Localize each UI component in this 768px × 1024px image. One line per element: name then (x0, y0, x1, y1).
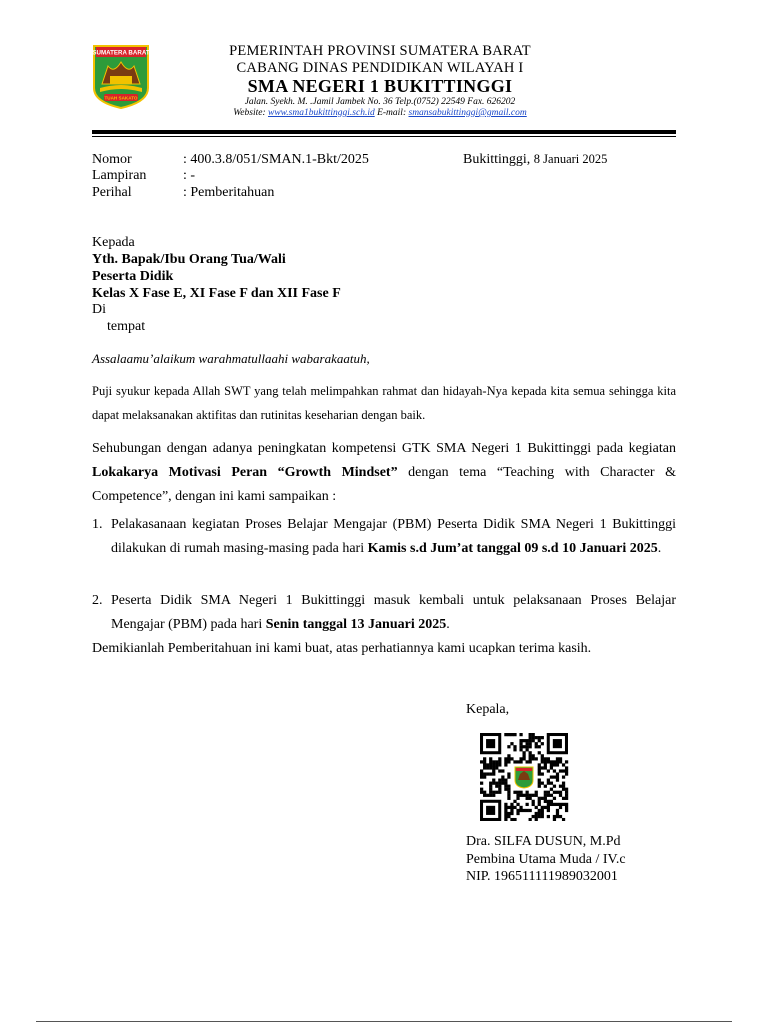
signatory-rank: Pembina Utama Muda / IV.c (466, 852, 626, 867)
signatory-name: Dra. SILFA DUSUN, M.Pd (466, 834, 621, 849)
greeting: Assalaamu’alaikum warahmatullaahi wabarakaatuh, (92, 351, 370, 366)
recipient-line-2: Peserta Didik (92, 269, 174, 284)
paragraph-context (92, 437, 676, 509)
sumatera-barat-logo (92, 44, 150, 110)
list-item-1-end: . (657, 541, 662, 556)
email-label: E-mail: (377, 108, 407, 118)
letterhead-divider-thick (92, 130, 676, 134)
perihal-value: : Pemberitahuan (183, 185, 275, 200)
website-label: Website: (233, 108, 266, 118)
letterhead-school-name: SMA NEGERI 1 BUKITTINGGI (247, 76, 513, 96)
letter-date: 8 Januari 2025 (533, 152, 608, 166)
list-item-1-text: Pelakasanaan kegiatan Proses Belajar Mengajar (PBM) Peserta Didik SMA Negeri 1 Bukittinggi dilakukan di rumah masing-masing pada hari (111, 517, 676, 556)
letterhead-address: Jalan. Syekh. M. .Jamil Jambek No. 36 Telp.(0752) 22549 Fax. 626202 (244, 97, 516, 107)
letterhead-government: PEMERINTAH PROVINSI SUMATERA BARAT (229, 43, 531, 59)
lampiran-value: : - (183, 168, 196, 183)
signatory-title: Kepala, (466, 702, 510, 717)
paragraph-context-text-b: dengan tema “Teaching with Character & Competence”, dengan ini kami sampaikan : (92, 465, 677, 504)
recipient-line-3: Kelas X Fase E, XI Fase F dan XII Fase F (92, 286, 341, 301)
list-item-2 (111, 589, 676, 637)
place-date (463, 152, 607, 168)
kepada: Kepada (92, 235, 135, 250)
list-item-1 (111, 513, 676, 561)
event-name: Lokakarya Motivasi Peran “Growth Mindset” (92, 465, 398, 480)
lampiran-label: Lampiran (92, 168, 147, 183)
list-item-2-end: . (446, 617, 450, 632)
recipient-di: Di (92, 302, 106, 317)
place: Bukittinggi, (463, 152, 531, 167)
list-item-1-date: Kamis s.d Jum’at tanggal 09 s.d 10 Januari 2025 (367, 541, 658, 556)
logo-banner-text: SUMATERA BARAT (92, 49, 150, 57)
recipient-line-1: Yth. Bapak/Ibu Orang Tua/Wali (92, 252, 286, 267)
paragraph-context-text-a: Sehubungan dengan adanya peningkatan kompetensi GTK SMA Negeri 1 Bukittinggi pada kegiatan (92, 441, 676, 456)
list-item-2-number: 2. (92, 593, 103, 608)
nomor-value: : 400.3.8/051/SMAN.1-Bkt/2025 (183, 152, 369, 167)
letterhead-divider-thin (92, 136, 676, 137)
list-item-2-text: Peserta Didik SMA Negeri 1 Bukittinggi masuk kembali untuk pelaksanaan Proses Belajar Mengajar (PBM) pada hari (111, 593, 676, 632)
list-item-1-number: 1. (92, 517, 103, 532)
email-link[interactable]: smansabukittinggi@gmail.com (408, 108, 527, 118)
closing-sentence: Demikianlah Pemberitahuan ini kami buat, atas perhatiannya kami ucapkan terima kasih. (92, 641, 592, 656)
paragraph-opening: Puji syukur kepada Allah SWT yang telah melimpahkan rahmat dan hidayah-Nya kepada kita semua sehingga kita dapat melaksanakan aktifitas dan rutinitas keseharian dengan baik. (92, 384, 676, 422)
page-bottom-edge (36, 1021, 732, 1022)
letterhead-agency: CABANG DINAS PENDIDIKAN WILAYAH I (236, 60, 524, 76)
website-link[interactable]: www.sma1bukittinggi.sch.id (268, 108, 375, 118)
logo-motto-text: TUAH SAKATO (104, 95, 138, 101)
letterhead-contacts (160, 108, 600, 119)
signatory-nip: NIP. 196511111989032001 (466, 869, 618, 884)
recipient-tempat: tempat (107, 319, 146, 334)
perihal-label: Perihal (92, 185, 132, 200)
qr-code-signature (478, 733, 570, 821)
nomor-label: Nomor (92, 152, 132, 167)
list-item-2-date: Senin tanggal 13 Januari 2025 (265, 617, 447, 632)
